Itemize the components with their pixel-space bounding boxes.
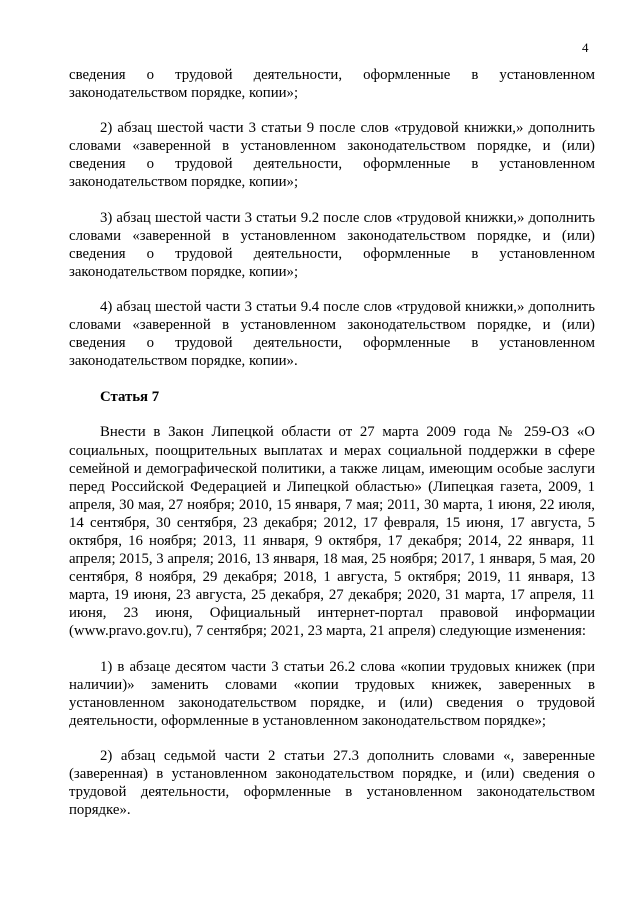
paragraph-item-3: 3) абзац шестой части 3 статьи 9.2 после слов «трудовой книжки,» дополнить словами «заверенной в установленном законодательством порядке, и (или) сведения о трудовой деятельности, оформленные в установленном законодательством порядке, копии»; xyxy=(69,209,595,280)
paragraph-continuation: сведения о трудовой деятельности, оформленные в установленном законодательством порядке, копии»; xyxy=(69,67,595,102)
article-item-1: 1) в абзаце десятом части 3 статьи 26.2 слова «копии трудовых книжек (при наличии)» заменить словами «копии трудовых книжек, заверенных в установленном законодательством порядке, и (или) сведения о трудовой деятельности, оформленные в установленном законодательством порядке»; xyxy=(69,658,595,729)
page-number: 4 xyxy=(582,40,589,55)
article-heading: Статья 7 xyxy=(100,389,160,406)
paragraph-item-2: 2) абзац шестой части 3 статьи 9 после слов «трудовой книжки,» дополнить словами «заверенной в установленном законодательством порядке, и (или) сведения о трудовой деятельности, оформленные в установленном законодательством порядке, копии»; xyxy=(69,120,595,191)
article-item-2: 2) абзац седьмой части 2 статьи 27.3 дополнить словами «, заверенные (заверенная) в установленном законодательством порядке, и (или) сведения о трудовой деятельности, оформленные в установленном законодательством порядке». xyxy=(69,747,595,819)
article-intro-paragraph: Внести в Закон Липецкой области от 27 марта 2009 года № 259-ОЗ «О социальных, поощрительных выплатах и мерах социальной поддержки в сфере семейной и демографической политики, а также лицам, имеющим особые заслуги перед Российской Федерацией и Липецкой областью» (Липецкая газета, 2009, 1 апреля, 30 мая, 27 ноября; 2010, 15 января, 7 мая; 2011, 30 марта, 1 июня, 22 июля, 14 сентября, 30 сентября, 23 декабря; 2012, 17 февраля, 15 июня, 17 августа, 5 октября, 16 ноября; 2013, 11 января, 9 октября, 17 декабря; 2014, 22 января, 11 апреля; 2015, 3 апреля; 2016, 13 января, 18 мая, 25 ноября; 2017, 1 января, 5 мая, 20 сентября, 8 ноября, 29 декабря; 2018, 1 августа, 5 октября; 2019, 11 января, 13 марта, 19 июня, 23 августа, 25 декабря, 27 декабря; 2020, 31 марта, 17 апреля, 11 июня, 23 июня, Официальный интернет-портал правовой информации (www.pravo.gov.ru), 7 сентября; 2021, 23 марта, 21 апреля) следующие изменения: xyxy=(69,424,595,640)
paragraph-item-4: 4) абзац шестой части 3 статьи 9.4 после слов «трудовой книжки,» дополнить словами «заверенной в установленном законодательством порядке, и (или) сведения о трудовой деятельности, оформленные в установленном законодательством порядке, копии». xyxy=(69,298,595,370)
document-body xyxy=(69,66,595,819)
